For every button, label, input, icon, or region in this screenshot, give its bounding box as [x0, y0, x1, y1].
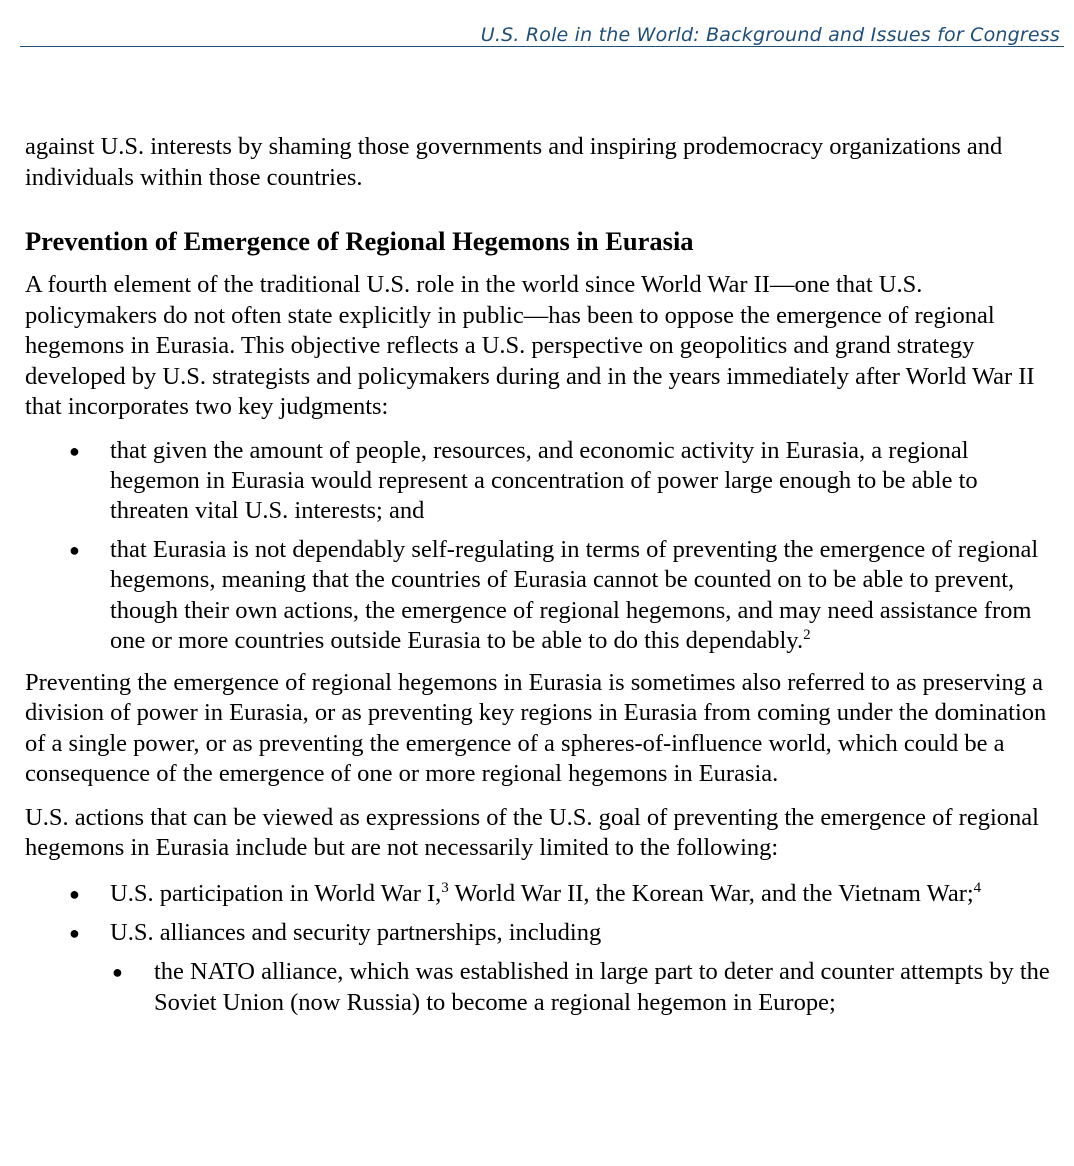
document-body: [25, 132, 1060, 1018]
list-item: [25, 436, 1060, 527]
footnote-ref: 2: [803, 626, 811, 643]
list-item-text: that Eurasia is not dependably self-regulating in terms of preventing the emergence of regional hegemons, meaning that the countries of Eurasia cannot be counted on to be able to prevent, though their own actions, the emergence of regional hegemons, and may need assistance from one or more countries outside Eurasia to be able to do this dependably.: [110, 536, 1039, 654]
bullet-icon: ●: [69, 440, 80, 461]
bullet-icon: ●: [69, 540, 80, 561]
list-item-text: U.S. participation in World War I,: [110, 879, 442, 907]
section-heading: Prevention of Emergence of Regional Hegemons in Eurasia: [25, 226, 694, 256]
list-item-text: World War II, the Korean War, and the Vietnam War;: [448, 879, 974, 907]
footnote-ref: 4: [973, 879, 982, 896]
list-item: [25, 918, 1060, 1018]
list-item: [25, 879, 1060, 909]
footnote-ref: 3: [441, 879, 449, 896]
running-header: [20, 22, 1064, 47]
paragraph-preventing: Preventing the emergence of regional hegemons in Eurasia is sometimes also referred to as preserving a division of power in Eurasia, or as preventing key regions in Eurasia from coming under the domination of a single power, or as preventing the emergence of a spheres-of-influence world, which could be a consequence of the emergence of one or more regional hegemons in Eurasia.: [25, 668, 1047, 788]
sub-list: [110, 957, 1060, 1017]
bullet-icon: ●: [69, 923, 80, 944]
list-item-text: that given the amount of people, resources, and economic activity in Eurasia, a regional hegemon in Eurasia would represent a concentration of power large enough to be able to threaten vital U.S. interests; and: [110, 436, 978, 524]
judgments-list: [25, 436, 1060, 656]
paragraph-us-actions: U.S. actions that can be viewed as expressions of the U.S. goal of preventing the emergence of regional hegemons in Eurasia include but are not necessarily limited to the following:: [25, 803, 1039, 862]
list-item: [25, 535, 1060, 656]
intro-paragraph: against U.S. interests by shaming those governments and inspiring prodemocracy organizations and individuals within those countries.: [25, 133, 1003, 191]
list-item-text: U.S. alliances and security partnerships, including: [110, 919, 602, 947]
actions-list: [25, 879, 1060, 1018]
bullet-icon: ●: [112, 962, 123, 983]
sub-list-item: [110, 957, 1060, 1017]
bullet-icon: ●: [69, 883, 80, 904]
paragraph-fourth-element: A fourth element of the traditional U.S. role in the world since World War II—one that U.S. policymakers do not often state explicitly in public—has been to oppose the emergence of regional hegemons in Eurasia. This objective reflects a U.S. perspective on geopolitics and grand strategy developed by U.S. strategists and policymakers during and in the years immediately after World War II that incorporates two key judgments:: [25, 271, 1035, 420]
running-header-title: U.S. Role in the World: Background and Issues for Congress: [480, 24, 1060, 46]
list-item-text: the NATO alliance, which was established in large part to deter and counter attempts by the Soviet Union (now Russia) to become a regional hegemon in Europe;: [154, 958, 1050, 1016]
